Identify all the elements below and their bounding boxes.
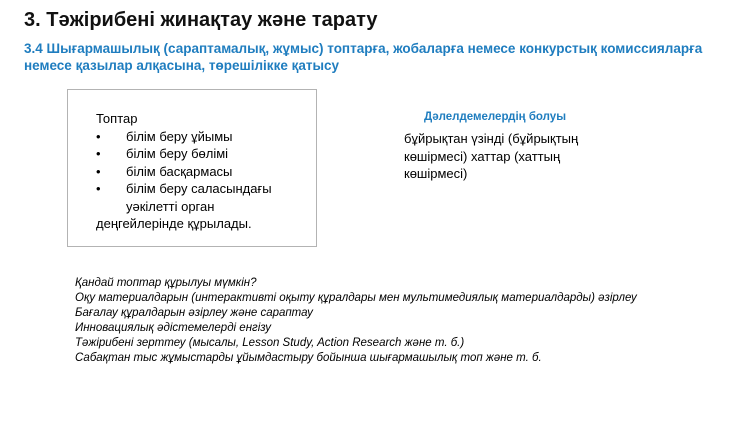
question-line: Инновациялық әдістемелерді енгізу — [75, 322, 271, 334]
bullet-icon: • — [96, 146, 101, 161]
groups-heading: Топтар — [96, 111, 138, 126]
evidence-heading: Дәлелдемелердің болуы — [424, 111, 567, 123]
questions-block — [75, 276, 637, 366]
list-item-label: білім беру ұйымы — [126, 128, 233, 144]
question-line: Бағалау құралдарын әзірлеу және сараптау — [75, 307, 313, 319]
list-item — [96, 128, 272, 146]
list-item — [96, 163, 272, 181]
list-item-label: білім басқармасы — [126, 163, 233, 179]
list-item-label: білім беру саласындағы — [126, 181, 272, 196]
section-subtitle: 3.4 Шығармашылық (сараптамалық, жұмыс) топтарға, жобаларға немесе конкурстық комиссияларға немесе қазылар алқасына, төрешілікке қатысу — [24, 41, 703, 73]
evidence-text: бұйрықтан үзінді (бұйрықтың көшірмесі) хаттар (хаттың көшірмесі) — [404, 131, 579, 181]
list-item-label: білім беру бөлімі — [126, 146, 229, 161]
question-line: Қандай топтар құрылуы мүмкін? — [75, 277, 257, 289]
question-line: Тәжірибені зерттеу (мысалы, Lesson Study, Action Research және т. б.) — [75, 337, 465, 349]
slide-title: 3. Тәжірибені жинақтау және тарату — [24, 9, 378, 31]
question-line: Сабақтан тыс жұмыстарды ұйымдастыру бойынша шығармашылық топ және т. б. — [75, 352, 542, 364]
bullet-icon: • — [96, 163, 101, 179]
bullet-icon: • — [96, 181, 101, 196]
bullet-icon: • — [96, 128, 101, 144]
groups-content — [96, 110, 272, 233]
groups-list — [96, 128, 272, 198]
groups-closing: деңгейлерінде құрылады. — [96, 216, 252, 231]
list-item-continuation: уәкілетті орган — [126, 198, 215, 214]
list-item — [96, 145, 272, 163]
list-item — [96, 180, 272, 198]
question-line: Оқу материалдарын (интерактивті оқыту құралдары мен мультимедиялық материалдарды) әзірлеу — [75, 292, 637, 304]
